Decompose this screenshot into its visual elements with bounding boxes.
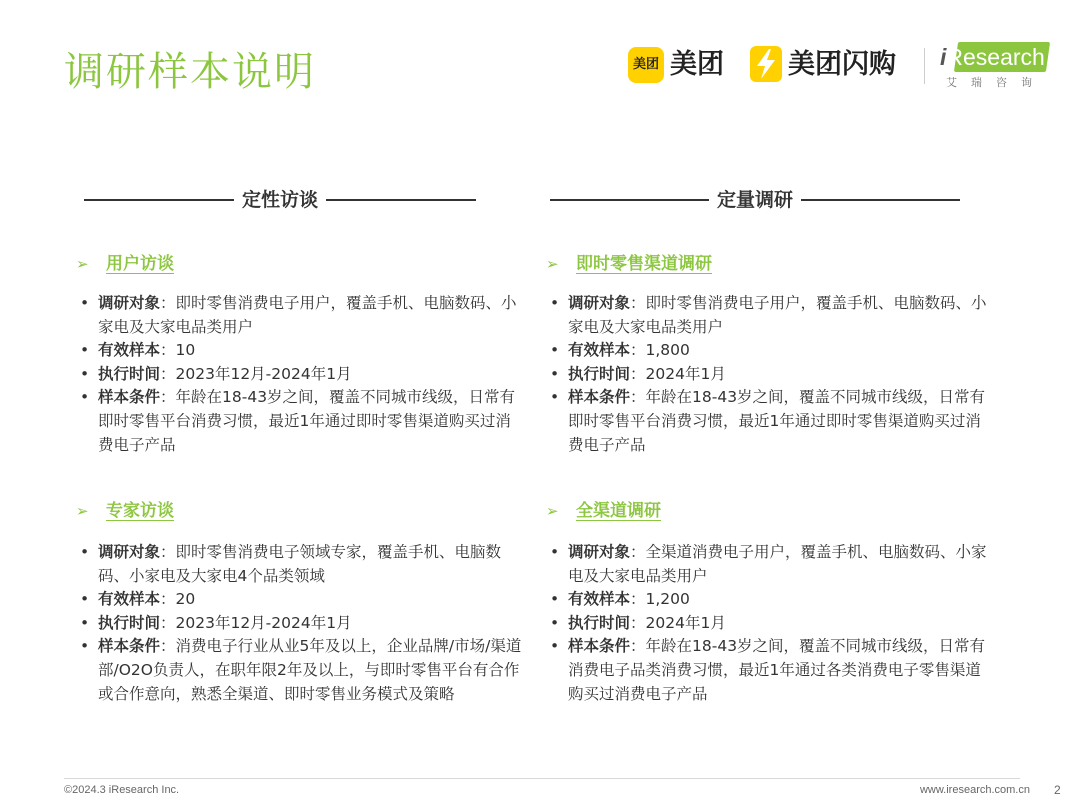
arrow-bullet-icon: ➢ <box>76 255 89 273</box>
item-key: 执行时间 <box>568 613 631 632</box>
logo-bar <box>628 40 1058 96</box>
item-value: ：全渠道消费电子用户，覆盖手机、电脑数码、小家电及大家电品类用户 <box>568 543 987 585</box>
item-key: 样本条件 <box>568 637 631 656</box>
item-key: 执行时间 <box>568 364 631 383</box>
list-item <box>76 541 526 588</box>
list-item <box>76 292 526 339</box>
expert-interview-details <box>76 541 526 706</box>
logo-divider <box>924 48 925 84</box>
item-value: ：2024年1月 <box>630 613 726 632</box>
item-key: 调研对象 <box>98 543 161 561</box>
subsection-title: 用户访谈 <box>106 254 174 274</box>
page-number: 2 <box>1054 783 1061 797</box>
item-key: 调研对象 <box>98 294 161 312</box>
item-value: ：年龄在18-43岁之间，覆盖不同城市线级，日常有即时零售平台消费习惯，最近1年通过即时零售渠道购买过消费电子产品 <box>568 388 986 454</box>
list-item <box>76 635 526 706</box>
item-value: ：消费电子行业从业5年及以上，企业品牌/市场/渠道部/O2O负责人，在职年限2年及以上，与即时零售平台有合作或合作意向，熟悉全渠道、即时零售业务模式及策略 <box>98 637 522 703</box>
section-header-label: 定性访谈 <box>242 189 319 211</box>
lightning-bolt-icon <box>748 44 784 84</box>
item-key: 样本条件 <box>98 388 161 407</box>
item-value: ：年龄在18-43岁之间，覆盖不同城市线级，日常有即时零售平台消费习惯，最近1年通过即时零售渠道购买过消费电子产品 <box>98 388 516 454</box>
item-key: 执行时间 <box>98 364 161 383</box>
item-key: 调研对象 <box>568 543 631 561</box>
subsection-instant-retail-survey <box>546 251 1006 277</box>
list-item <box>546 363 996 387</box>
subsection-title: 专家访谈 <box>106 501 174 521</box>
list-item <box>76 612 526 636</box>
footer-website: www.iresearch.com.cn <box>919 784 1030 796</box>
user-interview-details <box>76 292 526 457</box>
section-header-label: 定量调研 <box>717 189 794 211</box>
section-header-qualitative <box>84 186 476 214</box>
item-value: ：即时零售消费电子用户，覆盖手机、电脑数码、小家电及大家电品类用户 <box>568 294 987 336</box>
list-item <box>76 386 526 457</box>
item-value: ：1,200 <box>630 590 690 609</box>
item-value: ：年龄在18-43岁之间，覆盖不同城市线级，日常有消费电子品类消费习惯，最近1年通过各类消费电子零售渠道购买过消费电子产品 <box>568 637 986 703</box>
header-rule <box>801 199 960 201</box>
iresearch-logo-subtitle: 艾瑞咨询 <box>946 76 1046 89</box>
list-item <box>546 386 996 457</box>
iresearch-logo <box>940 42 1045 72</box>
item-value: ：10 <box>160 341 196 360</box>
arrow-bullet-icon: ➢ <box>546 502 559 520</box>
omnichannel-survey-details <box>546 541 996 706</box>
iresearch-logo-i: i <box>940 44 947 70</box>
header-rule <box>550 199 709 201</box>
list-item <box>546 635 996 706</box>
footer-divider <box>64 778 1020 779</box>
list-item <box>546 541 996 588</box>
list-item <box>546 339 996 363</box>
arrow-bullet-icon: ➢ <box>76 502 89 520</box>
page-title: 调研样本说明 <box>64 49 316 95</box>
list-item <box>76 363 526 387</box>
subsection-title: 全渠道调研 <box>576 501 661 521</box>
list-item <box>76 339 526 363</box>
item-key: 有效样本 <box>98 341 161 360</box>
item-value: ：2023年12月-2024年1月 <box>160 364 352 383</box>
subsection-omnichannel-survey <box>546 498 1006 524</box>
item-key: 调研对象 <box>568 294 631 312</box>
footer-copyright: ©2024.3 iResearch Inc. <box>64 784 180 796</box>
item-key: 样本条件 <box>98 637 161 656</box>
item-value: ：2024年1月 <box>630 364 726 383</box>
header-rule <box>326 199 476 201</box>
item-key: 有效样本 <box>568 341 631 360</box>
item-key: 有效样本 <box>98 590 161 609</box>
meituan-logo-text: 美团 <box>670 49 724 80</box>
instant-retail-survey-details <box>546 292 996 457</box>
item-value: ：20 <box>160 590 196 609</box>
section-header-quantitative <box>550 186 960 214</box>
item-key: 执行时间 <box>98 613 161 632</box>
meituan-logo-badge: 美团 <box>628 47 664 83</box>
subsection-user-interview <box>76 251 536 277</box>
arrow-bullet-icon: ➢ <box>546 255 559 273</box>
item-value: ：即时零售消费电子用户，覆盖手机、电脑数码、小家电及大家电品类用户 <box>98 294 517 336</box>
list-item <box>546 612 996 636</box>
item-value: ：即时零售消费电子领域专家，覆盖手机、电脑数码、小家电及大家电4个品类领域 <box>98 543 502 585</box>
meituan-shangou-logo-text: 美团闪购 <box>788 49 896 80</box>
item-key: 有效样本 <box>568 590 631 609</box>
subsection-title: 即时零售渠道调研 <box>576 254 712 274</box>
item-value: ：2023年12月-2024年1月 <box>160 613 352 632</box>
subsection-expert-interview <box>76 498 536 524</box>
item-key: 样本条件 <box>568 388 631 407</box>
list-item <box>76 588 526 612</box>
iresearch-logo-word: Research <box>946 44 1045 70</box>
list-item <box>546 292 996 339</box>
list-item <box>546 588 996 612</box>
item-value: ：1,800 <box>630 341 690 360</box>
header-rule <box>84 199 234 201</box>
